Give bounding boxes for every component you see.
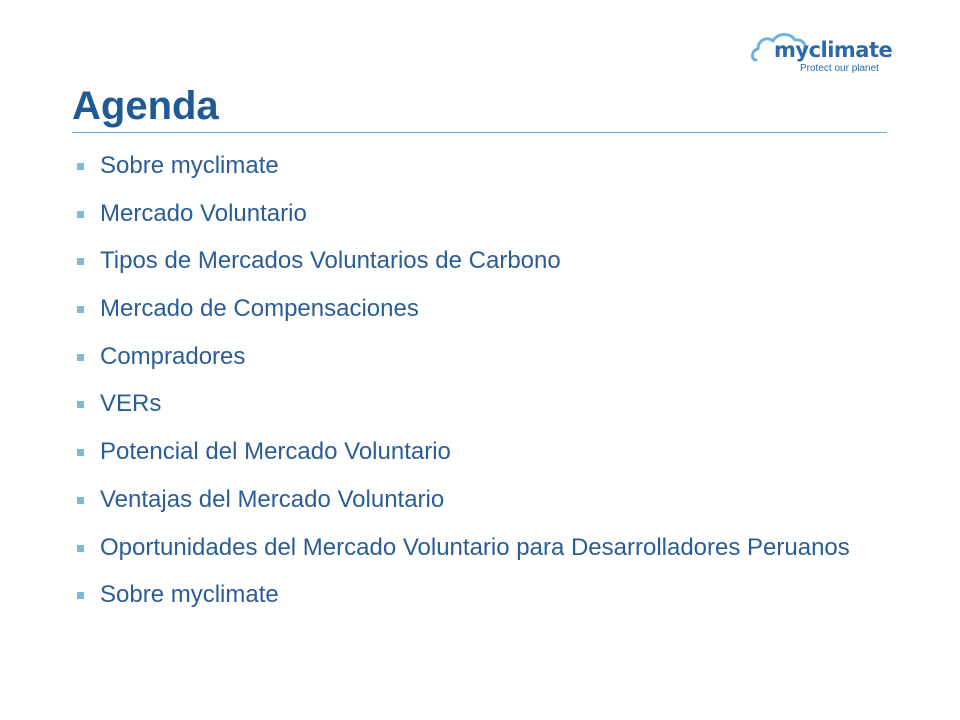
agenda-item bbox=[72, 438, 872, 466]
square-bullet-icon bbox=[77, 354, 84, 361]
agenda-item-label: Mercado de Compensaciones bbox=[100, 295, 419, 323]
square-bullet-icon bbox=[77, 592, 84, 599]
square-bullet-icon bbox=[77, 211, 84, 218]
square-bullet-icon bbox=[77, 449, 84, 456]
agenda-item-label: Tipos de Mercados Voluntarios de Carbono bbox=[100, 247, 561, 275]
square-bullet-icon bbox=[77, 163, 84, 170]
agenda-item-label: Oportunidades del Mercado Voluntario para Desarrolladores Peruanos bbox=[100, 533, 850, 561]
agenda-item-label: Ventajas del Mercado Voluntario bbox=[100, 485, 445, 513]
agenda-item bbox=[72, 152, 872, 180]
agenda-item bbox=[72, 295, 872, 323]
square-bullet-icon bbox=[77, 306, 84, 313]
myclimate-logo bbox=[750, 30, 895, 80]
logo-tagline: Protect our planet bbox=[800, 63, 879, 74]
agenda-item-label: Sobre myclimate bbox=[100, 152, 279, 179]
square-bullet-icon bbox=[77, 497, 84, 504]
title-divider bbox=[72, 132, 887, 133]
agenda-item-label: Mercado Voluntario bbox=[100, 199, 307, 227]
square-bullet-icon bbox=[77, 545, 84, 552]
agenda-item bbox=[72, 486, 872, 514]
agenda-item-label: Sobre myclimate bbox=[100, 581, 279, 609]
square-bullet-icon bbox=[77, 401, 84, 408]
agenda-item bbox=[72, 247, 872, 275]
square-bullet-icon bbox=[77, 258, 84, 265]
agenda-item-label: Compradores bbox=[100, 342, 246, 370]
agenda-item bbox=[72, 343, 872, 371]
agenda-item bbox=[72, 390, 872, 418]
agenda-item-label: VERs bbox=[100, 390, 162, 418]
agenda-item bbox=[72, 581, 872, 609]
agenda-item-label: Potencial del Mercado Voluntario bbox=[100, 438, 451, 466]
agenda-item bbox=[72, 534, 872, 562]
page-title: Agenda bbox=[72, 84, 219, 128]
agenda-list bbox=[72, 152, 872, 629]
logo-wordmark: myclimate bbox=[774, 38, 893, 62]
agenda-item bbox=[72, 200, 872, 228]
